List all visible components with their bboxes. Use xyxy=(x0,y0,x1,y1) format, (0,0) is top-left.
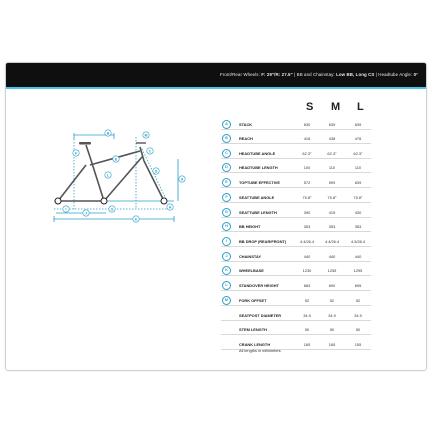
table-row xyxy=(221,176,371,188)
row-value-m: 165 xyxy=(328,342,336,347)
table-row xyxy=(221,147,371,159)
fork xyxy=(144,161,164,201)
front-axle xyxy=(161,198,167,204)
row-value-s: 34.9 xyxy=(303,313,311,318)
row-value-l: 50 xyxy=(355,327,361,332)
row-badge: B xyxy=(222,134,231,143)
badge-I: I xyxy=(65,207,67,212)
size-header-l: L xyxy=(357,101,364,113)
row-value-m: 50 xyxy=(329,327,335,332)
badge-F: F xyxy=(74,151,78,156)
row-label: BB HEIGHT xyxy=(239,224,261,229)
row-value-s: 75.8° xyxy=(302,195,312,200)
row-value-s: 1230 xyxy=(302,268,312,273)
row-value-m: 415 xyxy=(328,210,336,215)
badge-H: H xyxy=(168,205,172,210)
row-value-l: 1295 xyxy=(353,268,363,273)
row-divider xyxy=(221,290,371,291)
table-row xyxy=(221,235,371,247)
row-badge: I xyxy=(222,237,231,246)
row-divider xyxy=(221,158,371,159)
seatstay-tube xyxy=(58,165,86,201)
row-label: REACH xyxy=(239,136,253,141)
table-row xyxy=(221,191,371,203)
badge-K: K xyxy=(134,217,138,222)
row-value-s: 630 xyxy=(303,122,311,127)
row-badge: K xyxy=(222,266,231,275)
table-row xyxy=(221,279,371,291)
table-row xyxy=(221,323,371,335)
row-value-l: 110 xyxy=(354,165,362,170)
table-row xyxy=(221,250,371,262)
row-divider xyxy=(221,305,371,306)
row-divider xyxy=(221,246,371,247)
row-value-s: 418 xyxy=(303,136,311,141)
row-value-l: 478 xyxy=(354,136,362,141)
row-divider xyxy=(221,320,371,321)
table-row xyxy=(221,132,371,144)
row-label: TOPTUBE EFFECTIVE xyxy=(239,180,280,185)
row-badge: D xyxy=(222,163,231,172)
row-divider xyxy=(221,187,371,188)
table-row xyxy=(221,161,371,173)
row-badge: H xyxy=(222,222,231,231)
row-value-l: 75.8° xyxy=(353,195,363,200)
row-label: STACK xyxy=(239,122,253,127)
badge-A: A xyxy=(180,177,184,182)
row-value-m: 690 xyxy=(328,283,336,288)
row-badge: J xyxy=(222,252,231,261)
row-label: STEM LENGTH xyxy=(239,327,267,332)
row-value-l: 52 xyxy=(355,298,361,303)
table-row xyxy=(221,118,371,130)
table-row xyxy=(221,294,371,306)
row-label: BB DROP (REAR/FRONT) xyxy=(239,239,287,244)
row-badge: A xyxy=(222,120,231,129)
row-badge: E xyxy=(222,178,231,187)
row-value-s: 353 xyxy=(303,224,311,229)
row-label: HEADTUBE LENGTH xyxy=(239,165,278,170)
row-divider xyxy=(221,217,371,218)
row-value-s: 683 xyxy=(303,283,311,288)
row-divider xyxy=(221,143,371,144)
row-label: CRANK LENGTH xyxy=(239,342,271,347)
row-value-l: 695 xyxy=(354,283,362,288)
row-value-l: 155 xyxy=(354,342,362,347)
row-label: CHAINSTAY xyxy=(239,254,262,259)
geometry-card xyxy=(5,62,427,371)
row-value-m: 438 xyxy=(328,136,336,141)
row-value-s: 4.4/26.4 xyxy=(299,239,315,244)
row-badge: F xyxy=(222,193,231,202)
header-bar xyxy=(6,63,426,89)
row-label: SEATPOST DIAMETER xyxy=(239,313,282,318)
row-value-m: 75.8° xyxy=(327,195,337,200)
saddle xyxy=(79,142,91,145)
badge-M: M xyxy=(144,133,148,138)
row-divider xyxy=(221,275,371,276)
rear-axle xyxy=(55,198,61,204)
header-text: Front/Rear Wheels: F: 29"/R: 27.5" | BB and Chainstay: Low BB, Long CS | Headtube Angle: 0° xyxy=(220,72,418,77)
row-value-m: 599 xyxy=(328,180,336,185)
row-value-l: 639 xyxy=(354,122,362,127)
row-badge: M xyxy=(222,296,231,305)
table-row xyxy=(221,309,371,321)
row-value-l: 4.5/26.4 xyxy=(350,239,366,244)
badge-C: C xyxy=(148,149,152,154)
row-value-l: 639 xyxy=(354,180,362,185)
row-value-s: 62.3° xyxy=(302,151,312,156)
row-label: WHEELBASE xyxy=(239,268,264,273)
row-value-m: 34.9 xyxy=(328,313,336,318)
row-value-s: 165 xyxy=(303,342,311,347)
badge-G: G xyxy=(110,207,114,212)
row-label: HEADTUBE ANGLE xyxy=(239,151,276,156)
row-value-l: 430 xyxy=(354,210,362,215)
badge-D: D xyxy=(154,169,158,174)
size-header-m: M xyxy=(331,101,341,113)
bike-geometry-diagram xyxy=(46,129,186,229)
row-divider xyxy=(221,172,371,173)
row-value-l: 440 xyxy=(354,254,362,259)
table-row xyxy=(221,220,371,232)
row-value-l: 353 xyxy=(354,224,362,229)
row-value-s: 100 xyxy=(303,165,311,170)
row-divider xyxy=(221,129,371,130)
row-divider xyxy=(221,261,371,262)
row-value-s: 52 xyxy=(304,298,310,303)
badge-E: E xyxy=(114,157,118,162)
row-label: SEATTUBE LENGTH xyxy=(239,210,277,215)
row-value-m: 62.3° xyxy=(327,151,337,156)
bottom-bracket xyxy=(101,198,107,204)
badge-B: B xyxy=(106,131,110,136)
row-divider xyxy=(221,202,371,203)
row-label: FORK OFFSET xyxy=(239,298,267,303)
row-badge: G xyxy=(222,208,231,217)
row-value-m: 440 xyxy=(328,254,336,259)
row-value-l: 34.9 xyxy=(354,313,362,318)
table-row xyxy=(221,206,371,218)
row-value-m: 639 xyxy=(328,122,336,127)
row-value-m: 353 xyxy=(328,224,336,229)
row-label: SEATTUBE ANGLE xyxy=(239,195,275,200)
row-value-s: 572 xyxy=(303,180,311,185)
table-row xyxy=(221,264,371,276)
badge-L: L xyxy=(106,173,110,178)
row-value-m: 52 xyxy=(329,298,335,303)
row-value-l: 62.3° xyxy=(353,151,363,156)
row-value-s: 440 xyxy=(303,254,311,259)
row-value-m: 4.4/26.4 xyxy=(324,239,340,244)
row-badge: L xyxy=(222,281,231,290)
size-header-s: S xyxy=(306,101,314,113)
badge-J: J xyxy=(85,211,87,216)
row-divider xyxy=(221,231,371,232)
row-value-s: 390 xyxy=(303,210,311,215)
row-divider xyxy=(221,334,371,335)
footnote: All lengths in millimeters xyxy=(239,348,281,353)
row-value-s: 50 xyxy=(304,327,310,332)
row-value-m: 110 xyxy=(328,165,336,170)
row-badge: C xyxy=(222,149,231,158)
row-value-m: 1255 xyxy=(327,268,337,273)
row-label: STANDOVER HEIGHT xyxy=(239,283,279,288)
